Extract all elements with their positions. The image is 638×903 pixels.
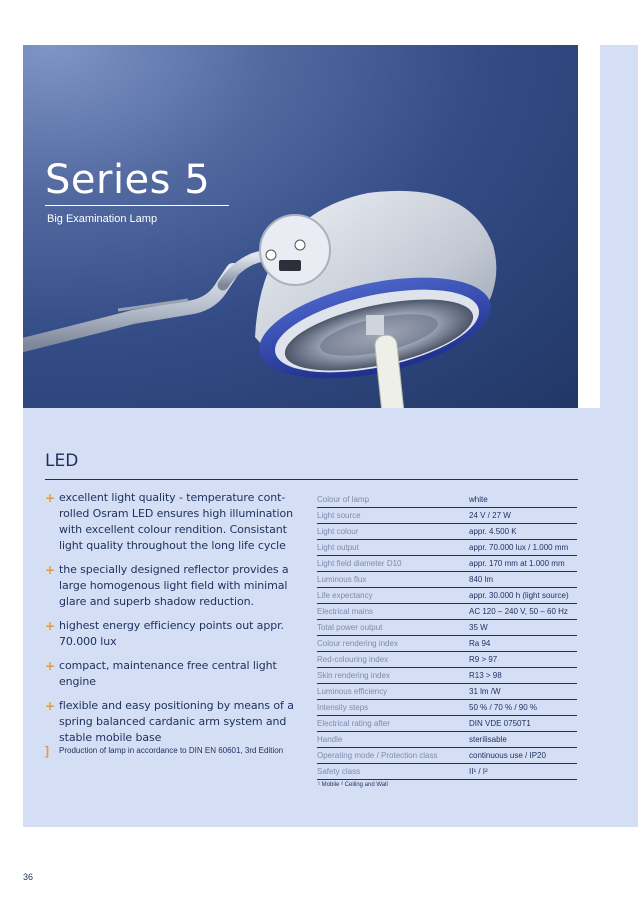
table-row (317, 668, 577, 684)
table-row (317, 684, 577, 700)
feature-text: compact, maintenance free central light engine (59, 659, 277, 688)
spec-value: sterilisable (467, 732, 577, 748)
spec-value: 24 V / 27 W (467, 508, 577, 524)
feature-text: excellent light quality - temperature cont-rolled Osram LED ensures high illumination with excellent colour rendition. Consistant light quality throughout the long life cycle (59, 491, 293, 552)
list-item (45, 698, 303, 746)
plus-icon: + (45, 699, 55, 713)
spec-value: 31 lm /W (467, 684, 577, 700)
spec-value: Ra 94 (467, 636, 577, 652)
spec-label: Light colour (317, 524, 467, 540)
table-row (317, 652, 577, 668)
spec-label: Life expectancy (317, 588, 467, 604)
feature-list (45, 490, 303, 754)
table-row (317, 492, 577, 508)
table-row (317, 524, 577, 540)
list-item (45, 618, 303, 650)
spec-value: R13 > 98 (467, 668, 577, 684)
spec-table (317, 492, 577, 780)
spec-label: Safety class (317, 764, 467, 780)
plus-icon: + (45, 491, 55, 505)
page-subtitle: Big Examination Lamp (47, 213, 158, 225)
spec-value: DIN VDE 0750T1 (467, 716, 577, 732)
standard-note (45, 744, 321, 758)
spec-label: Skin rendering index (317, 668, 467, 684)
spec-value: white (467, 492, 577, 508)
spec-value: appr. 170 mm at 1.000 mm (467, 556, 577, 572)
spec-label: Colour rendering index (317, 636, 467, 652)
spec-label: Light source (317, 508, 467, 524)
spec-label: Intensity steps (317, 700, 467, 716)
table-row (317, 588, 577, 604)
table-row (317, 764, 577, 780)
spec-value: AC 120 – 240 V, 50 – 60 Hz (467, 604, 577, 620)
footnote: ¹ Mobile ² Ceiling and Wall (318, 782, 388, 788)
page-title: Series 5 (45, 157, 211, 203)
spec-label: Electrical mains (317, 604, 467, 620)
spec-value: appr. 70.000 lux / 1.000 mm (467, 540, 577, 556)
spec-label: Light output (317, 540, 467, 556)
spec-value: continuous use / IP20 (467, 748, 577, 764)
table-row (317, 572, 577, 588)
hero-image (23, 45, 578, 408)
lamp-illustration (23, 45, 578, 408)
table-row (317, 540, 577, 556)
feature-text: the specially designed reflector provides a large homogenous light field with minimal glare and superb shadow reduction. (59, 563, 289, 608)
section-divider (45, 479, 578, 480)
spec-label: Light field diameter D10 (317, 556, 467, 572)
spec-label: Electrical rating after (317, 716, 467, 732)
title-underline (45, 205, 229, 206)
bracket-icon: ] (45, 744, 49, 758)
spec-label: Operating mode / Protection class (317, 748, 467, 764)
table-row (317, 700, 577, 716)
table-row (317, 508, 577, 524)
spec-label: Luminous flux (317, 572, 467, 588)
side-color-strip (600, 45, 638, 827)
list-item (45, 658, 303, 690)
section-heading: LED (45, 451, 79, 471)
list-item (45, 490, 303, 554)
spec-value: 35 W (467, 620, 577, 636)
spec-value: appr. 4.500 K (467, 524, 577, 540)
table-row (317, 748, 577, 764)
plus-icon: + (45, 619, 55, 633)
spec-label: Luminous efficiency (317, 684, 467, 700)
table-row (317, 732, 577, 748)
spec-value: R9 > 97 (467, 652, 577, 668)
table-row (317, 604, 577, 620)
list-item (45, 562, 303, 610)
spec-label: Handle (317, 732, 467, 748)
spec-value: appr. 30.000 h (light source) (467, 588, 577, 604)
table-row (317, 620, 577, 636)
spec-value: 50 % / 70 % / 90 % (467, 700, 577, 716)
page-number: 36 (23, 872, 34, 882)
standard-note-text: Production of lamp in accordance to DIN EN 60601, 3rd Edition (59, 746, 284, 755)
table-row (317, 556, 577, 572)
table-row (317, 636, 577, 652)
table-row (317, 716, 577, 732)
plus-icon: + (45, 659, 55, 673)
plus-icon: + (45, 563, 55, 577)
spec-label: Colour of lamp (317, 492, 467, 508)
feature-text: highest energy efficiency points out appr. 70.000 lux (59, 619, 284, 648)
spec-label: Total power output (317, 620, 467, 636)
spec-value: II¹ / I² (467, 764, 577, 780)
feature-text: flexible and easy positioning by means of a spring balanced cardanic arm system and stable mobile base (59, 699, 294, 744)
spec-value: 840 lm (467, 572, 577, 588)
spec-label: Red-colouring index (317, 652, 467, 668)
